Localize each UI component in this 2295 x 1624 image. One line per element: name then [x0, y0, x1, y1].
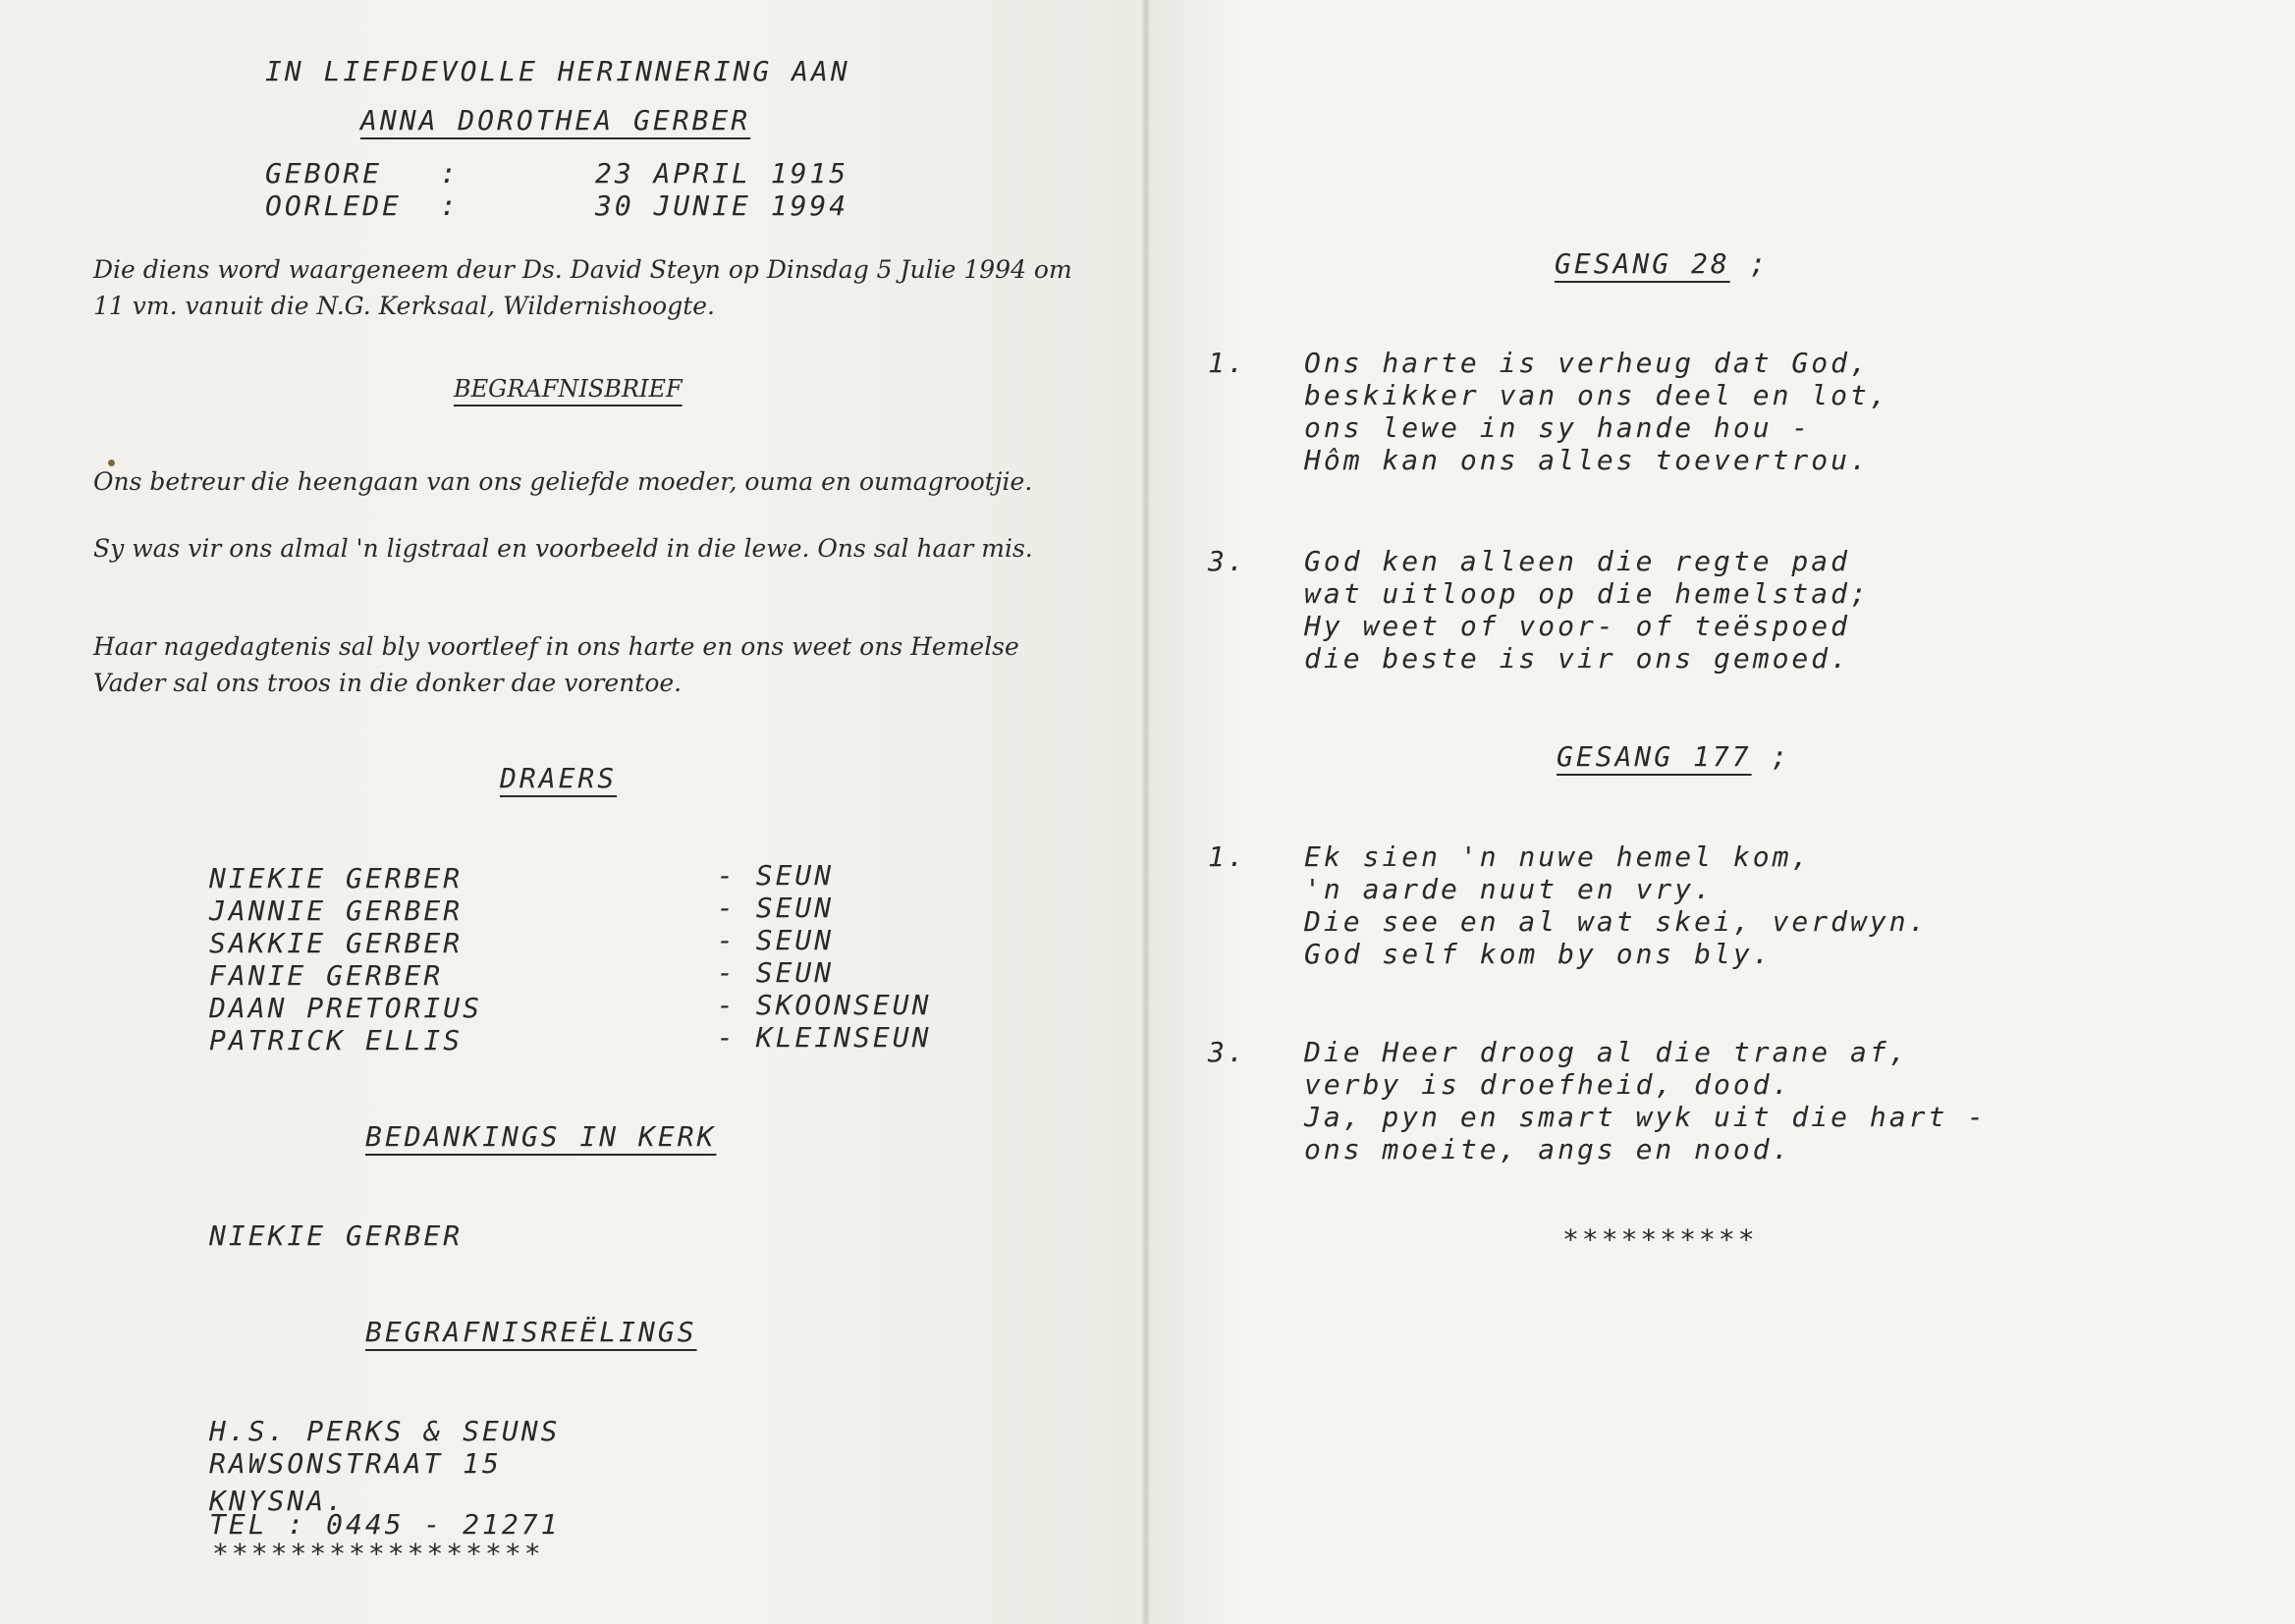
page-fold [1142, 0, 1150, 1624]
undertaker-name: H.S. PERKS & SEUNS [209, 1415, 561, 1447]
verse-line: Hôm kan ons alles toevertrou. [1304, 444, 1870, 476]
hymn-title-text: GESANG 28 [1555, 247, 1730, 280]
died-date: 30 JUNIE 1994 [595, 189, 849, 222]
deceased-name: ANNA DOROTHEA GERBER [360, 104, 751, 136]
bearer-name: DAAN PRETORIUS [209, 992, 483, 1024]
verse-line: Ons harte is verheug dat God, [1304, 347, 1870, 379]
verse-lines [1304, 1036, 1987, 1165]
verse-line: verby is droefheid, dood. [1304, 1068, 1792, 1101]
service-details: Die diens word waargeneem deur Ds. David Steyn op Dinsdag 5 Julie 1994 om 11 vm. vanuit die N.G. Kerksaal, Wildernishoogte. [93, 255, 1072, 320]
hymn-title [1557, 740, 1790, 773]
verse-lines [1304, 545, 1870, 675]
verse-line: ons moeite, angs en nood. [1304, 1133, 1792, 1165]
tribute-paragraph-2: Sy was vir ons almal 'n ligstraal en voorbeeld in die lewe. Ons sal haar mis. [93, 534, 1033, 563]
arrangements-title: BEGRAFNISREËLINGS [365, 1316, 697, 1348]
hymn-title-suffix: ; [1749, 247, 1770, 280]
bearers-title: DRAERS [500, 762, 618, 794]
died-label: OORLEDE [265, 189, 403, 222]
verse-line: die beste is vir ons gemoed. [1304, 642, 1851, 675]
died-separator: : [440, 189, 460, 222]
born-separator: : [440, 157, 460, 189]
tribute-paragraph-1: Ons betreur die heengaan van ons geliefde moeder, ouma en oumagrootjie. [93, 467, 1033, 496]
bearer-relation: - SEUN [717, 956, 835, 989]
bearer-name: JANNIE GERBER [209, 894, 464, 927]
tribute-paragraph-3: Haar nagedagtenis sal bly voortleef in ons harte en ons weet ons Hemelse Vader sal ons troos in die donker dae vorentoe. [93, 632, 1019, 697]
born-date: 23 APRIL 1915 [595, 157, 849, 189]
verse-line: Ja, pyn en smart wyk uit die hart - [1304, 1101, 1988, 1133]
verse-number: 1. [1208, 347, 1247, 379]
undertaker-stars: ***************** [212, 1538, 544, 1570]
verse-line: Hy weet of voor- of teëspoed [1304, 610, 1851, 642]
verse-line: God ken alleen die regte pad [1304, 545, 1851, 577]
verse-line: beskikker van ons deel en lot, [1304, 379, 1889, 411]
verse-line: Die Heer droog al die trane af, [1304, 1036, 1909, 1068]
hymn-title-suffix: ; [1771, 740, 1791, 773]
thanks-name: NIEKIE GERBER [209, 1219, 464, 1252]
bearer-relation: - SEUN [717, 924, 835, 956]
bearer-relation: - KLEINSEUN [717, 1021, 932, 1054]
verse-number: 3. [1208, 545, 1247, 577]
hymn-title-text: GESANG 177 [1557, 740, 1752, 773]
bearer-relation: - SEUN [717, 859, 835, 892]
bearer-name: NIEKIE GERBER [209, 862, 464, 894]
verse-line: Ek sien 'n nuwe hemel kom, [1304, 840, 1812, 873]
verse-lines [1304, 840, 1928, 970]
bearer-name: SAKKIE GERBER [209, 927, 464, 959]
born-label: GEBORE [265, 157, 383, 189]
verse-line: ons lewe in sy hande hou - [1304, 411, 1812, 444]
thanks-title: BEDANKINGS IN KERK [365, 1120, 717, 1153]
verse-line: wat uitloop op die hemelstad; [1304, 577, 1870, 610]
verse-line: 'n aarde nuut en vry. [1304, 873, 1715, 905]
memorial-heading: IN LIEFDEVOLLE HERINNERING AAN [265, 55, 850, 87]
letter-title: BEGRAFNISBRIEF [454, 375, 683, 403]
verse-line: Die see en al wat skei, verdwyn. [1304, 905, 1929, 938]
closing-stars: ********** [1562, 1223, 1758, 1256]
verse-number: 1. [1208, 840, 1247, 873]
bearer-relation: - SEUN [717, 892, 835, 924]
bearer-name: PATRICK ELLIS [209, 1024, 464, 1056]
bearer-name: FANIE GERBER [209, 959, 444, 992]
verse-line: God self kom by ons bly. [1304, 938, 1773, 970]
left-page [0, 0, 1145, 1624]
undertaker-phone: TEL : 0445 - 21271 [209, 1508, 561, 1541]
right-page [1147, 0, 2295, 1624]
bearer-relation: - SKOONSEUN [717, 989, 932, 1021]
hymn-title [1555, 247, 1769, 280]
undertaker-town: KNYSNA. [209, 1485, 347, 1517]
undertaker-street: RAWSONSTRAAT 15 [209, 1447, 502, 1480]
verse-lines [1304, 347, 1889, 476]
verse-number: 3. [1208, 1036, 1247, 1068]
